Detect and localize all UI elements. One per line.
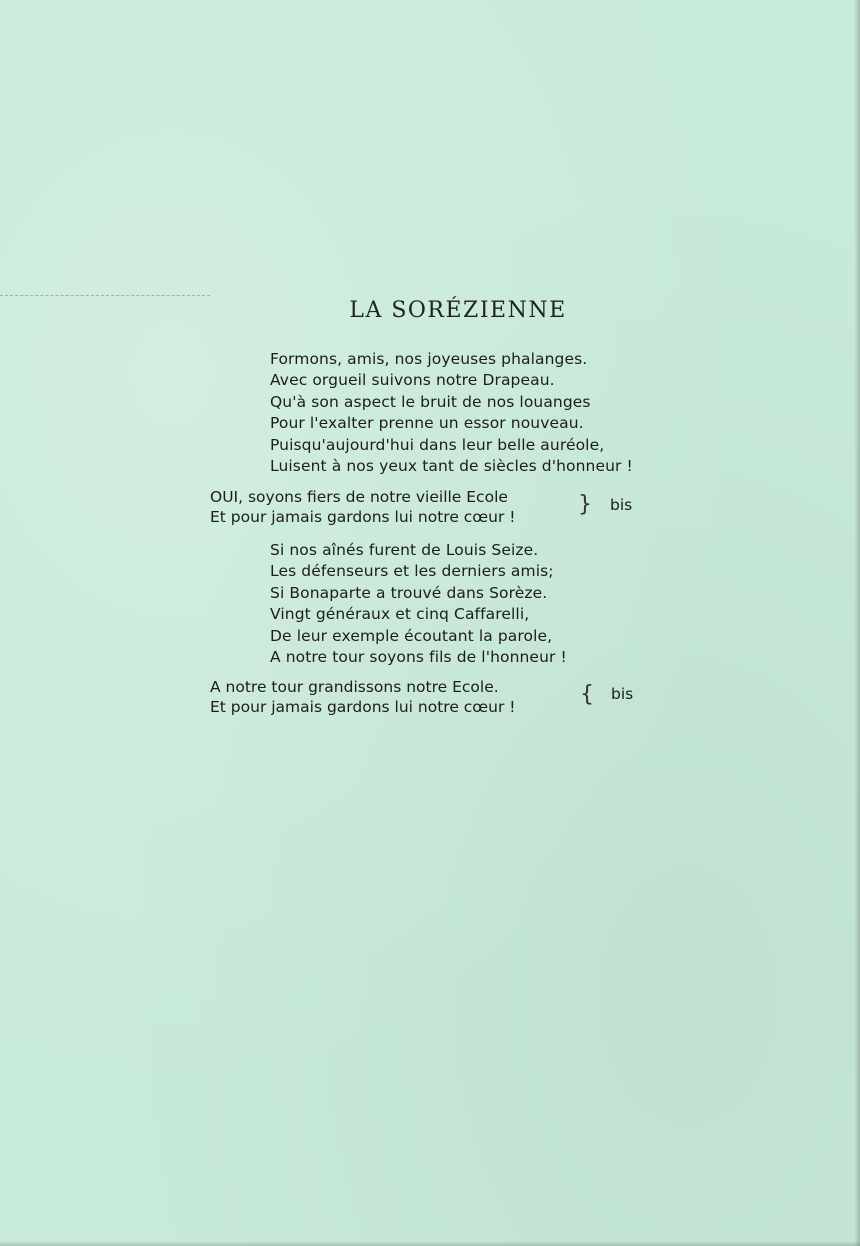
refrain-line: Et pour jamais gardons lui notre cœur ! — [210, 508, 516, 526]
verse-line: A notre tour soyons fils de l'honneur ! — [270, 648, 567, 667]
verse-line: Si Bonaparte a trouvé dans Sorèze. — [270, 583, 548, 602]
refrain-line: A notre tour grandissons notre Ecole. — [210, 678, 499, 696]
verse-line: Qu'à son aspect le bruit de nos louanges — [270, 392, 591, 411]
verse-line: Formons, amis, nos joyeuses phalanges. — [270, 350, 588, 368]
fold-mark — [0, 295, 210, 296]
refrain-2 — [210, 677, 516, 717]
verse-line: Puisqu'aujourd'hui dans leur belle auréole, — [270, 435, 605, 454]
verse-line: Vingt généraux et cinq Caffarelli, — [270, 605, 530, 624]
refrain-line: Et pour jamais gardons lui notre cœur ! — [210, 698, 516, 716]
verse-line: De leur exemple écoutant la parole, — [270, 626, 553, 645]
refrain-1 — [210, 487, 516, 527]
verse-line: Avec orgueil suivons notre Drapeau. — [270, 371, 555, 390]
song-title: LA SORÉZIENNE — [349, 298, 567, 323]
repeat-brace: } — [578, 492, 592, 517]
repeat-marker: bis — [611, 685, 634, 703]
page-edge-shadow — [854, 0, 860, 1246]
page-bottom-shadow — [0, 1241, 860, 1246]
verse-2 — [270, 540, 567, 668]
verse-line: Pour l'exalter prenne un essor nouveau. — [270, 414, 584, 433]
verse-line: Si nos aînés furent de Louis Seize. — [270, 541, 539, 559]
repeat-marker: bis — [610, 496, 633, 514]
verse-line: Luisent à nos yeux tant de siècles d'honneur ! — [270, 457, 633, 476]
verse-1 — [270, 349, 633, 477]
repeat-brace: { — [580, 682, 594, 707]
verse-line: Les défenseurs et les derniers amis; — [270, 562, 554, 581]
refrain-line: OUI, soyons fiers de notre vieille Ecole — [210, 488, 508, 506]
